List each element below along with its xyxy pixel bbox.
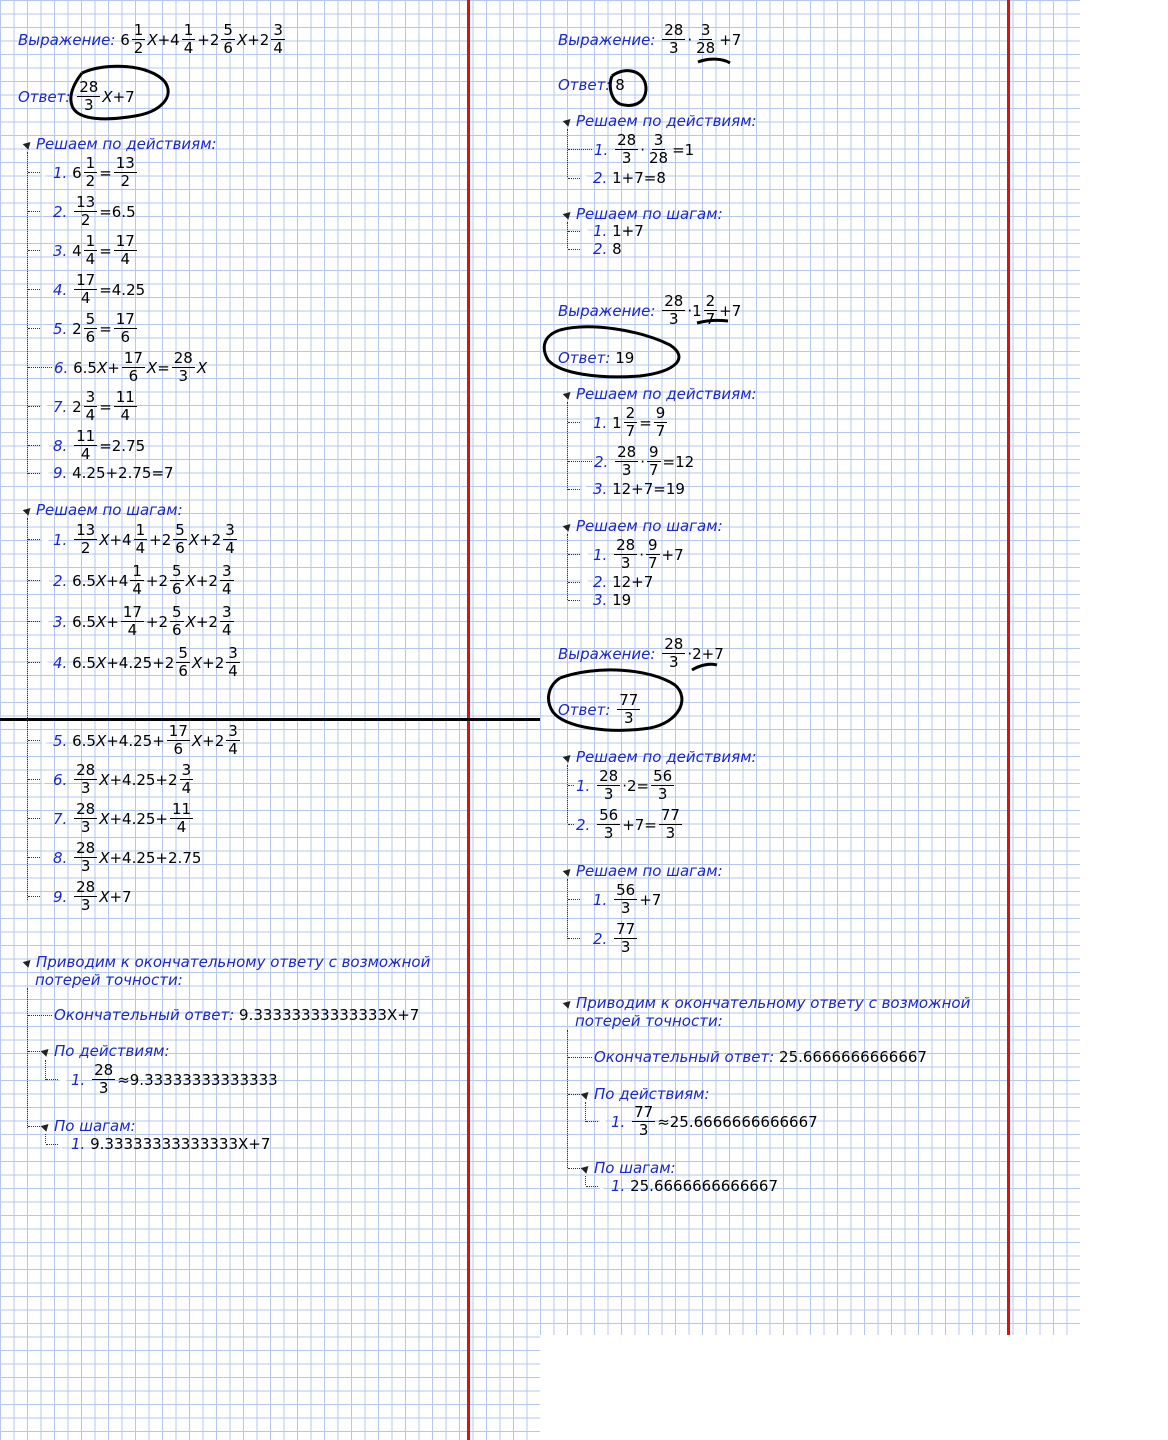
right-by-actions-1: 1. $\frac{77}{3}$ ≈25.6666666666667 <box>586 1104 818 1139</box>
right-expression-1: Выражение: $\frac{28}{3}$ · $\frac{3}{28}$ +7 <box>558 21 742 57</box>
action-step-8: 8. $\frac{11}{4}$ =2.75 <box>28 428 145 463</box>
ink-circle-answer-19 <box>544 327 679 377</box>
right-actions-head-2: Решаем по действиям: <box>564 385 757 403</box>
left-by-actions-head: По действиям: <box>28 1042 170 1060</box>
right-answer-2: Ответ: 19 <box>558 349 635 367</box>
action-step-9: 9. 4.25+2.75=7 <box>28 464 174 482</box>
step-4: 4. 6.5 X +4.25+2 $\frac{5}{6}$ X +2 $\frac{3}{4}$ <box>28 645 242 680</box>
action-step-6: 6. 6.5 X + $\frac{17}{6}$ X = $\frac{28}{3}$ X <box>28 350 207 385</box>
right-answer-1: Ответ: 8 <box>558 76 625 94</box>
action-step-7: 7. 2 $\frac{3}{4}$ = $\frac{11}{4}$ <box>28 389 139 424</box>
r3-action-2: 2. $\frac{56}{3}$ +7= $\frac{77}{3}$ <box>568 807 684 842</box>
right-expression-2: Выражение: $\frac{28}{3}$ ·1 $\frac{2}{7}$ +7 <box>558 292 742 328</box>
r2-step-1: 1. $\frac{28}{3}$ · $\frac{9}{7}$ +7 <box>568 537 684 572</box>
r1-step-1: 1. 1+7 <box>568 222 644 240</box>
right-final-head: Приводим к окончательному ответу с возможной <box>564 994 970 1012</box>
right-final-head-2: потерей точности: <box>575 1012 723 1030</box>
ink-circle-answer-8 <box>610 71 646 106</box>
answer-label: Ответ: <box>18 87 71 106</box>
r2-action-3: 3. 12+7=19 <box>568 480 685 498</box>
step-5: 5. 6.5 X +4.25+ $\frac{17}{6}$ X +2 $\frac{3}{4}$ <box>28 723 242 758</box>
steps-heading: Решаем по шагам: <box>36 501 183 519</box>
right-answer-3: Ответ: $\frac{77}{3}$ <box>558 691 639 727</box>
right-by-actions-head: По действиям: <box>568 1085 710 1103</box>
r2-action-1: 1. 1 $\frac{2}{7}$ = $\frac{9}{7}$ <box>568 405 669 440</box>
action-step-2: 2. $\frac{13}{2}$ =6.5 <box>28 194 136 229</box>
left-final-answer: Окончательный ответ: 9.33333333333333X+7 <box>28 1006 419 1024</box>
right-by-steps-head: По шагам: <box>568 1159 676 1177</box>
step-3: 3. 6.5 X + $\frac{17}{4}$ +2 $\frac{5}{6}$ X +2 $\frac{3}{4}$ <box>28 604 236 639</box>
right-actions-head-1: Решаем по действиям: <box>564 112 757 130</box>
left-answer: Ответ: $\frac{28}{3}$ X +7 <box>18 78 135 114</box>
right-steps-head-2: Решаем по шагам: <box>564 517 723 535</box>
left-expression: Выражение: 6 $\frac{1}{2}$ X +4 $\frac{1}{4}$ +2 $\frac{5}{6}$ X +2 $\frac{3}{4}$ <box>18 21 283 57</box>
actions-heading: Решаем по действиям: <box>36 135 217 153</box>
right-by-steps-1: 1. 25.6666666666667 <box>586 1177 778 1195</box>
step-2: 2. 6.5 X +4 $\frac{1}{4}$ +2 $\frac{5}{6}$ X +2 $\frac{3}{4}$ <box>28 563 236 598</box>
action-step-1: 1. 6 $\frac{1}{2}$ = $\frac{13}{2}$ <box>28 155 139 190</box>
r1-action-2: 2. 1+7=8 <box>568 169 666 187</box>
r2-step-2: 2. 12+7 <box>568 573 653 591</box>
r2-step-3: 3. 19 <box>568 591 631 609</box>
ink-underline-7 <box>697 320 728 323</box>
expression-label: Выражение: <box>18 30 116 49</box>
ink-mark-right <box>692 664 717 670</box>
left-final-head: Приводим к окончательному ответу с возможной <box>24 953 430 971</box>
ink-circle-left-answer <box>71 66 168 119</box>
r1-action-1: 1. $\frac{28}{3}$ · $\frac{3}{28}$ =1 <box>568 132 694 167</box>
step-7: 7. $\frac{28}{3}$ X +4.25+ $\frac{11}{4}$ <box>28 801 195 836</box>
left-by-steps-head: По шагам: <box>28 1117 136 1135</box>
action-step-4: 4. $\frac{17}{4}$ =4.25 <box>28 272 145 307</box>
right-expression-3: Выражение: $\frac{28}{3}$ ·2+7 <box>558 635 724 671</box>
step-9: 9. $\frac{28}{3}$ X +7 <box>28 879 132 914</box>
step-1: 1. $\frac{13}{2}$ X +4 $\frac{1}{4}$ +2 $\frac{5}{6}$ X +2 $\frac{3}{4}$ <box>28 522 239 557</box>
action-step-3: 3. 4 $\frac{1}{4}$ = $\frac{17}{4}$ <box>28 233 139 268</box>
right-final-answer: Окончательный ответ: 25.6666666666667 <box>568 1048 927 1066</box>
right-actions-head-3: Решаем по действиям: <box>564 748 757 766</box>
r3-step-1: 1. $\frac{56}{3}$ +7 <box>568 882 661 917</box>
action-step-5: 5. 2 $\frac{5}{6}$ = $\frac{17}{6}$ <box>28 311 139 346</box>
r2-action-2: 2. $\frac{28}{3}$ · $\frac{9}{7}$ =12 <box>568 444 694 479</box>
left-final-head-2: потерей точности: <box>35 971 183 989</box>
r1-step-2: 2. 8 <box>568 240 622 258</box>
r3-step-2: 2. $\frac{77}{3}$ <box>568 921 639 956</box>
ink-underline-28 <box>698 59 730 63</box>
ink-circle-answer-77 <box>549 670 682 730</box>
r3-action-1: 1. $\frac{28}{3}$ ·2= $\frac{56}{3}$ <box>568 768 676 803</box>
right-steps-head-1: Решаем по шагам: <box>564 205 723 223</box>
left-by-steps-1: 1. 9.33333333333333X+7 <box>46 1135 270 1153</box>
right-steps-head-3: Решаем по шагам: <box>564 862 723 880</box>
left-by-actions-1: 1. $\frac{28}{3}$ ≈9.33333333333333 <box>46 1062 278 1097</box>
step-6: 6. $\frac{28}{3}$ X +4.25+2 $\frac{3}{4}$ <box>28 762 195 797</box>
step-8: 8. $\frac{28}{3}$ X +4.25+2.75 <box>28 840 201 875</box>
